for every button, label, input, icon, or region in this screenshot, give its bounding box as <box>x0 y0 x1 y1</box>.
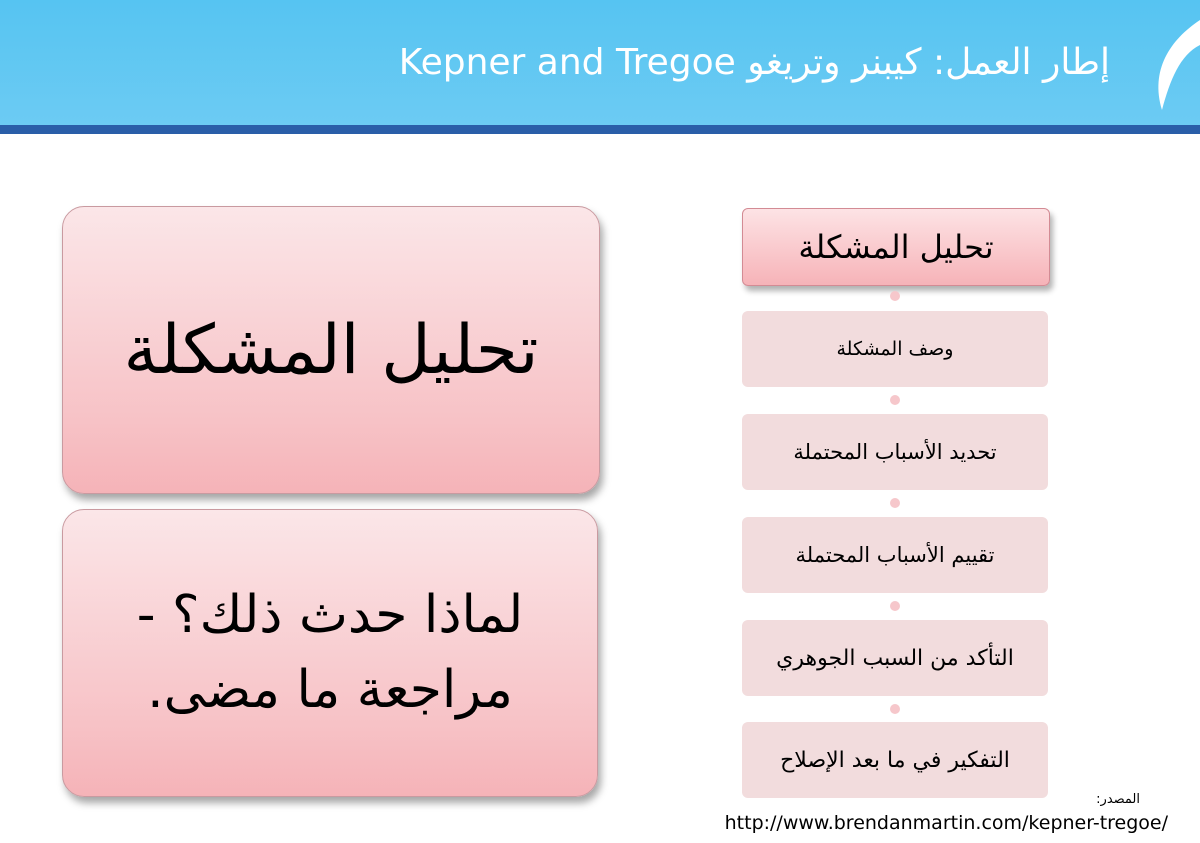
why-happened-text: لماذا حدث ذلك؟ - مراجعة ما مضى. <box>136 584 524 720</box>
flow-step <box>742 722 1048 798</box>
flow-step-label: التفكير في ما بعد الإصلاح <box>780 747 1010 773</box>
swoosh-decoration <box>1140 0 1200 125</box>
flow-connector <box>890 704 900 714</box>
flow-step-label: تقييم الأسباب المحتملة <box>795 543 995 567</box>
flow-connector <box>890 498 900 508</box>
flow-step-label: تحديد الأسباب المحتملة <box>793 440 997 464</box>
source-url: http://www.brendanmartin.com/kepner-tregoe/ <box>724 812 1168 834</box>
flow-step-label: وصف المشكلة <box>836 338 954 360</box>
flow-step <box>742 414 1048 490</box>
flow-step <box>742 311 1048 387</box>
why-happened-box <box>62 509 598 797</box>
flow-title-text: تحليل المشكلة <box>798 228 994 266</box>
flow-connector <box>890 291 900 301</box>
flow-step <box>742 620 1048 696</box>
flow-connector <box>890 601 900 611</box>
flow-step-label: التأكد من السبب الجوهري <box>776 645 1014 671</box>
header-rule <box>0 125 1200 134</box>
page-title: إطار العمل: كيبنر وتريغو Kepner and Tregoe <box>398 42 1110 83</box>
problem-analysis-text: تحليل المشكلة <box>123 310 539 390</box>
flow-title-box <box>742 208 1050 286</box>
flow-connector <box>890 395 900 405</box>
flow-step <box>742 517 1048 593</box>
source-label: المصدر: <box>1096 792 1140 807</box>
problem-analysis-box <box>62 206 600 494</box>
